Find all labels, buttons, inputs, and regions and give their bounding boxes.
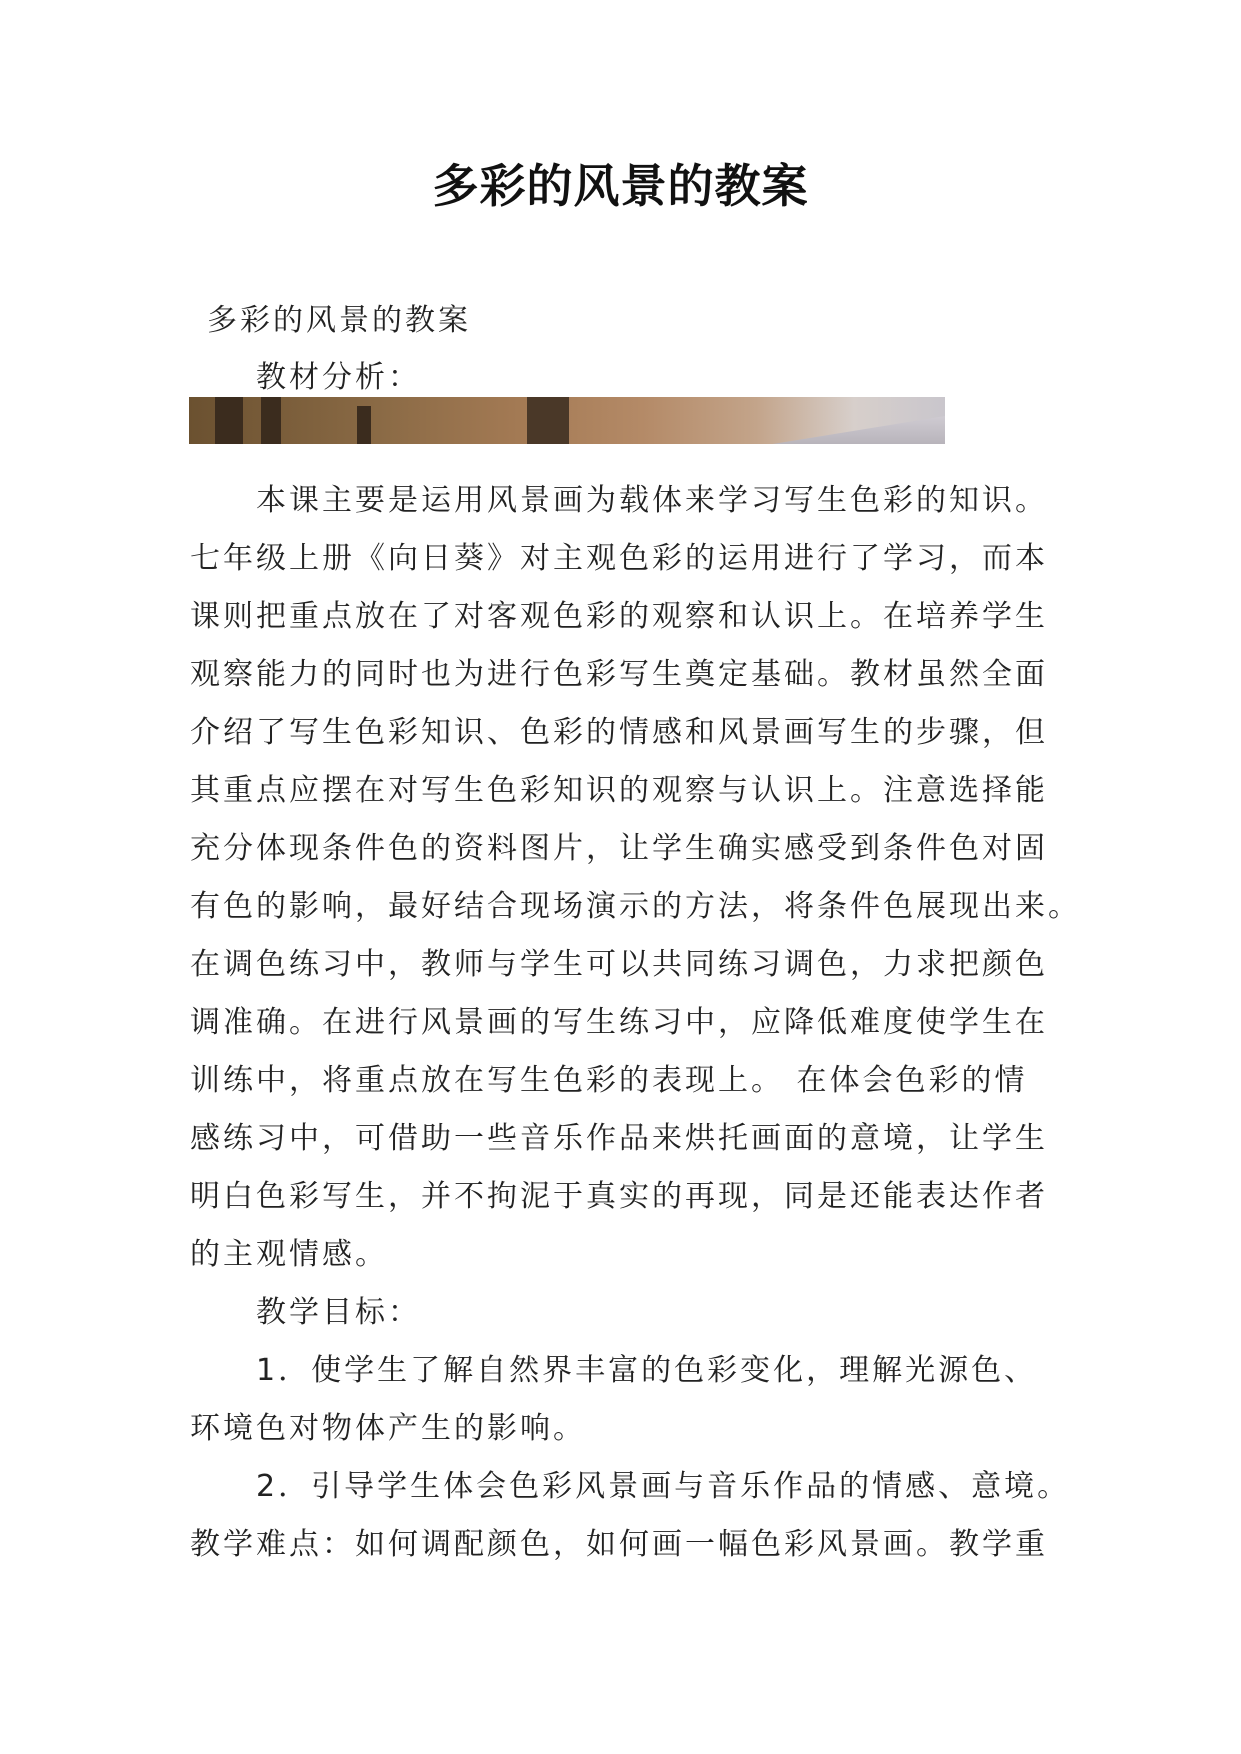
section-heading-goals: 教学目标：: [256, 1295, 421, 1330]
paragraph-line: 其重点应摆在对写生色彩知识的观察与认识上。注意选择能: [190, 773, 1048, 808]
paragraph-line: 介绍了写生色彩知识、色彩的情感和风景画写生的步骤，但: [190, 715, 1048, 750]
paragraph-line: 本课主要是运用风景画为载体来学习写生色彩的知识。: [256, 483, 1048, 518]
paragraph-line: 明白色彩写生，并不拘泥于真实的再现，同是还能表达作者: [190, 1179, 1048, 1214]
paragraph-line: 七年级上册《向日葵》对主观色彩的运用进行了学习，而本: [190, 541, 1048, 576]
paragraph-line: 训练中，将重点放在写生色彩的表现上。 在体会色彩的情: [190, 1063, 1028, 1098]
paragraph-line: 在调色练习中，教师与学生可以共同练习调色，力求把颜色: [190, 947, 1048, 982]
paragraph-line: 观察能力的同时也为进行色彩写生奠定基础。教材虽然全面: [190, 657, 1048, 692]
landscape-photo: [189, 397, 945, 444]
section-heading-material: 教材分析：: [256, 360, 421, 395]
paragraph-line: 的主观情感。: [190, 1237, 388, 1272]
goal-1-line-2: 环境色对物体产生的影响。: [190, 1411, 586, 1446]
document-title: 多彩的风景的教案: [432, 159, 809, 213]
paragraph-line: 课则把重点放在了对客观色彩的观察和认识上。在培养学生: [190, 599, 1048, 634]
goal-2-line-2: 教学难点：如何调配颜色，如何画一幅色彩风景画。教学重: [190, 1527, 1048, 1562]
paragraph-line: 有色的影响，最好结合现场演示的方法，将条件色展现出来。: [190, 889, 1081, 924]
paragraph-line: 调准确。在进行风景画的写生练习中，应降低难度使学生在: [190, 1005, 1048, 1040]
document-subtitle: 多彩的风景的教案: [207, 303, 471, 338]
paragraph-line: 充分体现条件色的资料图片，让学生确实感受到条件色对固: [190, 831, 1048, 866]
goal-2-line-1: 2．引导学生体会色彩风景画与音乐作品的情感、意境。: [256, 1469, 1071, 1504]
paragraph-line: 感练习中，可借助一些音乐作品来烘托画面的意境，让学生: [190, 1121, 1048, 1156]
goal-1-line-1: 1．使学生了解自然界丰富的色彩变化，理解光源色、: [256, 1353, 1038, 1388]
